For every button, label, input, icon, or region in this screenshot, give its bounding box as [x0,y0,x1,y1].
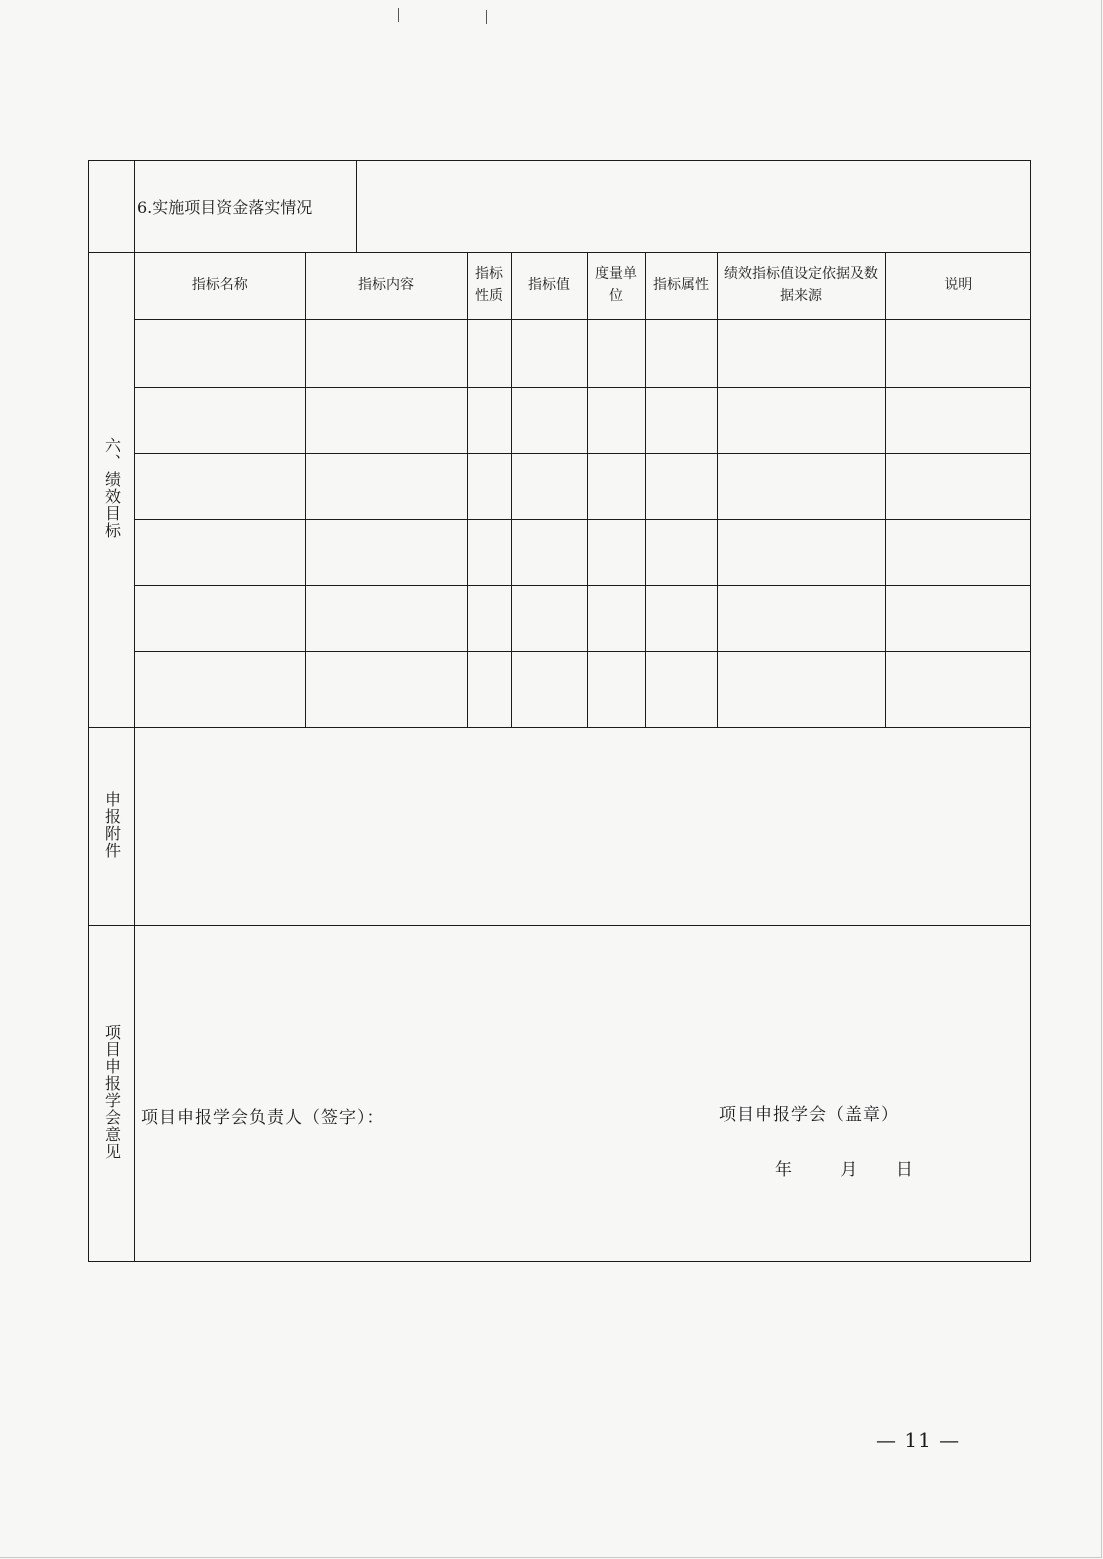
attachments-title: 申报附件 [102,790,122,859]
attachments-content-cell[interactable] [135,728,1031,926]
cell-indicator-nature[interactable] [467,585,511,651]
cell-basis-and-source[interactable] [717,387,885,453]
application-form-table [88,160,1031,1262]
header-indicator-name: 指标名称 [135,253,305,319]
attachments-row [89,728,1031,926]
cell-indicator-attribute[interactable] [645,453,717,519]
opinion-title: 项目申报学会意见 [102,1023,122,1160]
cell-indicator-value[interactable] [511,651,587,727]
cell-indicator-content[interactable] [305,651,467,727]
cell-measure-unit[interactable] [587,519,645,585]
header-measure-unit: 度量单位 [587,253,645,319]
indicator-row [135,651,1031,727]
signature-date [775,1155,913,1180]
cell-indicator-content[interactable] [305,319,467,387]
cell-indicator-value[interactable] [511,519,587,585]
indicator-row [135,319,1031,387]
cell-indicator-name[interactable] [135,585,305,651]
cell-indicator-attribute[interactable] [645,519,717,585]
cell-indicator-name[interactable] [135,319,305,387]
cell-basis-and-source[interactable] [717,519,885,585]
cell-indicator-value[interactable] [511,387,587,453]
cell-indicator-nature[interactable] [467,319,511,387]
cell-indicator-value[interactable] [511,585,587,651]
cell-indicator-attribute[interactable] [645,387,717,453]
cell-remarks[interactable] [885,651,1031,727]
performance-goals-label-cell [89,253,135,728]
attachments-label-cell [89,728,135,926]
header-basis-and-source: 绩效指标值设定依据及数据来源 [717,253,885,319]
scan-mark [398,8,399,22]
cell-indicator-content[interactable] [305,585,467,651]
indicator-row [135,585,1031,651]
cell-indicator-content[interactable] [305,453,467,519]
cell-indicator-name[interactable] [135,453,305,519]
cell-measure-unit[interactable] [587,585,645,651]
signer-signature-label: 项目申报学会负责人（签字）： [141,1108,385,1128]
cell-indicator-name[interactable] [135,519,305,585]
cell-indicator-name[interactable] [135,387,305,453]
performance-goals-row [89,253,1031,728]
header-indicator-value: 指标值 [511,253,587,319]
cell-remarks[interactable] [885,319,1031,387]
indicator-row [135,519,1031,585]
header-remarks: 说明 [885,253,1031,319]
funding-side-cell [89,161,135,253]
scan-mark [486,10,487,24]
cell-remarks[interactable] [885,585,1031,651]
cell-indicator-attribute[interactable] [645,585,717,651]
society-seal-label: 项目申报学会（盖章） [719,1105,899,1125]
cell-indicator-attribute[interactable] [645,319,717,387]
cell-basis-and-source[interactable] [717,319,885,387]
funding-value-cell[interactable] [357,161,1031,253]
cell-indicator-attribute[interactable] [645,651,717,727]
cell-indicator-nature[interactable] [467,651,511,727]
cell-indicator-value[interactable] [511,319,587,387]
performance-indicator-table [135,253,1031,727]
header-indicator-nature: 指标性质 [467,253,511,319]
cell-measure-unit[interactable] [587,319,645,387]
cell-indicator-nature[interactable] [467,453,511,519]
cell-basis-and-source[interactable] [717,651,885,727]
cell-measure-unit[interactable] [587,387,645,453]
cell-remarks[interactable] [885,453,1031,519]
indicator-row [135,453,1031,519]
cell-remarks[interactable] [885,519,1031,585]
funding-row [89,161,1031,253]
date-day-label: 日 [895,1160,913,1180]
indicator-header-row [135,253,1031,319]
header-indicator-content: 指标内容 [305,253,467,319]
cell-basis-and-source[interactable] [717,585,885,651]
funding-item-label: 6.实施项目资金落实情况 [135,161,357,253]
cell-indicator-content[interactable] [305,387,467,453]
date-year-label: 年 [775,1160,792,1180]
cell-measure-unit[interactable] [587,651,645,727]
opinion-label-cell [89,926,135,1262]
cell-remarks[interactable] [885,387,1031,453]
cell-basis-and-source[interactable] [717,453,885,519]
header-indicator-attribute: 指标属性 [645,253,717,319]
opinion-content-cell[interactable] [135,926,1031,1262]
date-month-label: 月 [840,1160,858,1180]
cell-measure-unit[interactable] [587,453,645,519]
page-number: — 11 — [876,1428,961,1452]
cell-indicator-nature[interactable] [467,387,511,453]
cell-indicator-value[interactable] [511,453,587,519]
cell-indicator-nature[interactable] [467,519,511,585]
performance-goals-title: 六、绩效目标 [102,437,122,539]
performance-goals-table-cell [135,253,1031,728]
indicator-row [135,387,1031,453]
cell-indicator-content[interactable] [305,519,467,585]
cell-indicator-name[interactable] [135,651,305,727]
opinion-row [89,926,1031,1262]
